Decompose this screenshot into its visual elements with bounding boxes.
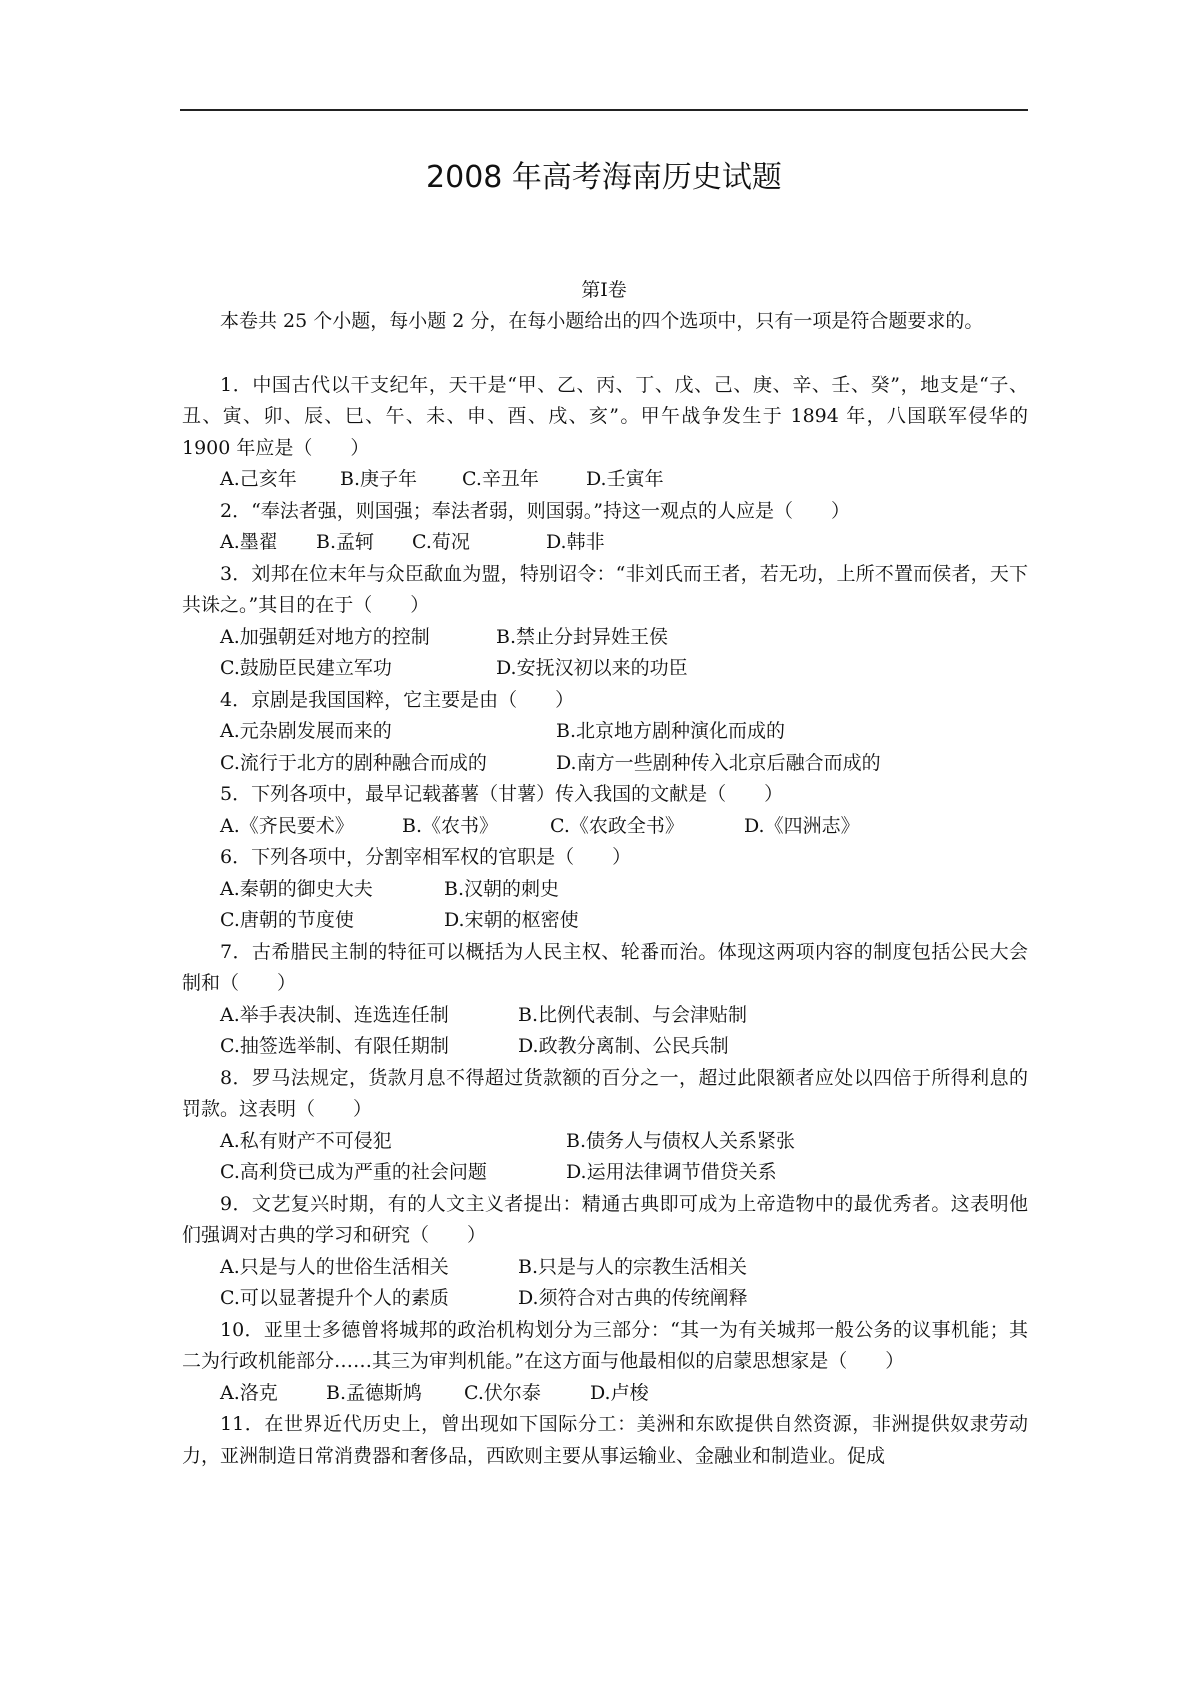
answer-option: B.北京地方剧种演化而成的 [556,720,786,742]
question-text: 5．下列各项中，最早记载蕃薯（甘薯）传入我国的文献是（ ） [220,783,784,805]
answer-option: D.安抚汉初以来的功臣 [496,657,688,679]
option-row [182,748,1028,780]
option-row [182,1031,1028,1063]
answer-option: B.庚子年 [340,468,418,490]
answer-option: C.可以显著提升个人的素质 [220,1287,449,1309]
question-text: 3．刘邦在位末年与众臣歃血为盟，特别诏令：“非刘氏而王者，若无功，上所不置而侯者，天下共诛之。”其目的在于（ ） [182,562,1028,616]
answer-option: D.须符合对古典的传统阐释 [518,1287,748,1309]
question-item [182,1189,1028,1315]
question-text: 4．京剧是我国国粹，它主要是由（ ） [220,688,575,711]
page-title: 2008 年高考海南历史试题 [426,160,782,195]
question-item [182,496,1028,559]
question-item [182,1063,1028,1189]
answer-option: A.《齐民要术》 [220,814,354,837]
question-text: 8．罗马法规定，货款月息不得超过货款额的百分之一，超过此限额者应处以四倍于所得利息的罚款。这表明（ ） [182,1066,1028,1120]
answer-option: C.伏尔泰 [464,1381,541,1404]
answer-option: D.卢梭 [590,1381,649,1404]
header-rule [180,109,1028,111]
volume-heading: 第Ⅰ卷 [581,279,627,301]
answer-option: C.荀况 [412,531,470,553]
answer-option: C.唐朝的节度使 [220,909,354,931]
question-item [182,937,1028,1063]
option-row [182,1378,1028,1410]
option-row [182,622,1028,654]
answer-option: B.孟轲 [316,531,375,553]
answer-option: C.抽签选举制、有限任期制 [220,1035,449,1057]
question-item [182,559,1028,685]
option-row [182,1283,1028,1315]
answer-option: B.比例代表制、与会津贴制 [518,1003,748,1026]
option-row [182,874,1028,906]
answer-option: D.《四洲志》 [744,814,860,837]
option-row [182,653,1028,685]
question-text: 1．中国古代以干支纪年，天干是“甲、乙、丙、丁、戊、己、庚、辛、壬、癸”，地支是“子、丑、寅、卯、辰、巳、午、未、申、酉、戌、亥”。甲午战争发生于 1894 年，八国联军侵华的 1900 年应是（ ） [182,373,1028,459]
answer-option: D.运用法律调节借贷关系 [566,1161,777,1183]
answer-option: D.南方一些剧种传入北京后融合而成的 [556,751,881,774]
answer-option: B.禁止分封异姓王侯 [496,625,669,648]
question-item [182,1409,1028,1472]
question-item [182,842,1028,937]
option-row [182,1252,1028,1284]
option-row [182,716,1028,748]
option-row [182,527,1028,559]
answer-option: A.洛克 [220,1381,278,1404]
exam-content [182,306,1028,1472]
answer-option: D.宋朝的枢密使 [444,909,579,931]
answer-option: C.流行于北方的剧种融合而成的 [220,751,487,774]
answer-option: A.加强朝廷对地方的控制 [220,625,430,648]
answer-option: B.债务人与债权人关系紧张 [566,1129,796,1152]
question-text: 2．“奉法者强，则国强；奉法者弱，则国弱。”持这一观点的人应是（ ） [220,499,851,522]
question-text: 7．古希腊民主制的特征可以概括为人民主权、轮番而治。体现这两项内容的制度包括公民大会制和（ ） [182,940,1028,994]
option-row [182,811,1028,843]
answer-option: C.鼓励臣民建立军功 [220,657,392,679]
answer-option: A.举手表决制、连选连任制 [220,1003,449,1026]
answer-option: B.汉朝的刺史 [444,877,560,900]
answer-option: D.政教分离制、公民兵制 [518,1035,729,1057]
answer-option: A.只是与人的世俗生活相关 [220,1255,449,1278]
answer-option: C.《农政全书》 [550,814,684,837]
question-item [182,1315,1028,1410]
answer-option: B.《农书》 [402,814,499,837]
question-item [182,370,1028,496]
answer-option: A.私有财产不可侵犯 [220,1129,392,1152]
answer-option: D.壬寅年 [586,468,664,490]
answer-option: B.孟德斯鸠 [326,1381,423,1404]
spacer [182,338,1028,370]
answer-option: D.韩非 [546,531,605,553]
question-item [182,685,1028,780]
option-row [182,1157,1028,1189]
answer-option: C.高利贷已成为严重的社会问题 [220,1161,487,1183]
answer-option: A.秦朝的御史大夫 [220,877,373,900]
question-text: 10．亚里士多德曾将城邦的政治机构划分为三部分：“其一为有关城邦一般公务的议事机能；其二为行政机能部分……其三为审判机能。”在这方面与他最相似的启蒙思想家是（ ） [182,1318,1028,1372]
answer-option: A.元杂剧发展而来的 [220,720,392,742]
option-row [182,464,1028,496]
answer-option: A.墨翟 [220,531,278,553]
answer-option: A.己亥年 [220,468,297,490]
instructions: 本卷共 25 个小题，每小题 2 分，在每小题给出的四个选项中，只有一项是符合题要求的。 [220,310,984,332]
option-row [182,1126,1028,1158]
option-row [182,1000,1028,1032]
question-text: 6．下列各项中，分割宰相军权的官职是（ ） [220,846,632,868]
question-text: 11．在世界近代历史上，曾出现如下国际分工：美洲和东欧提供自然资源，非洲提供奴隶劳动力，亚洲制造日常消费器和奢侈品，西欧则主要从事运输业、金融业和制造业。促成 [182,1413,1028,1467]
question-item [182,779,1028,842]
option-row [182,905,1028,937]
question-text: 9．文艺复兴时期，有的人文主义者提出：精通古典即可成为上帝造物中的最优秀者。这表明他们强调对古典的学习和研究（ ） [182,1192,1028,1246]
answer-option: C.辛丑年 [462,468,539,490]
question-list [182,370,1028,1473]
answer-option: B.只是与人的宗教生活相关 [518,1255,748,1278]
